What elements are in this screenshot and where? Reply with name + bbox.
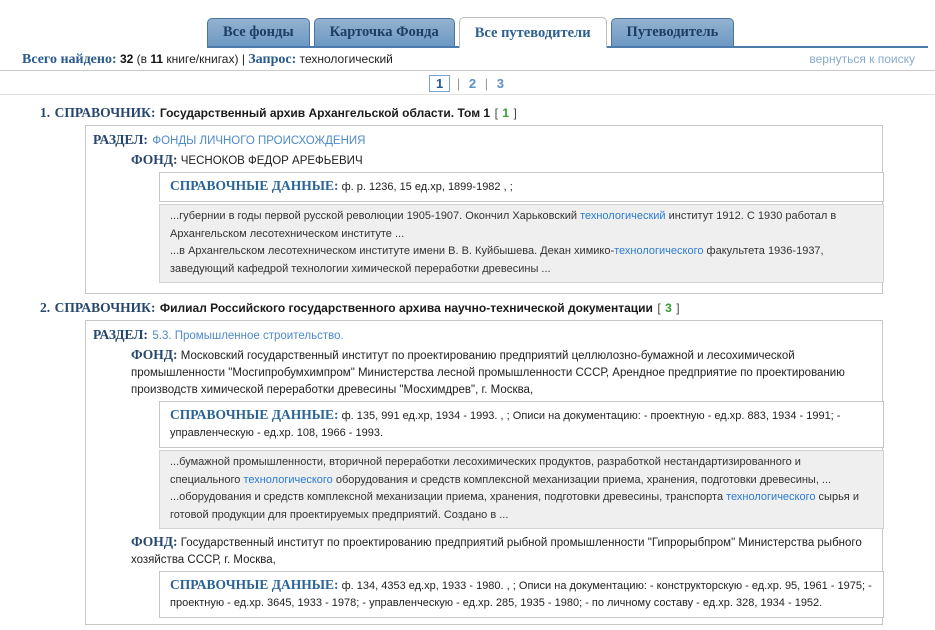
query-value: технологический (299, 52, 393, 66)
page-separator: | (456, 76, 461, 91)
search-result-2 (0, 299, 935, 625)
bracket-open: [ (494, 106, 498, 120)
reference-data-value: ф. 134, 4353 ед.хр, 1933 - 1980. , ; Описи на документацию: - конструкторскую - ед.хр. 95, 1961 - 1975; - проектную - ед.хр. 3645, 1933 - 1978; - управленческую - ед.хр. 285, 1935 - 1980; - по личному составу - ед.хр. 328, 1934 - 1952. (170, 580, 872, 609)
found-label: Всего найдено: (22, 52, 117, 67)
fond-entry (131, 533, 876, 618)
fond-label: ФОНД: (131, 534, 178, 549)
search-result-1 (0, 104, 935, 294)
snippet (170, 208, 873, 243)
highlighted-term: технологический (580, 210, 666, 222)
fond-name: Государственный институт по проектированию предприятий рыбной промышленности "Гипрорыбпром" Министерства рыбного хозяйства СССР, г. Москва, (131, 537, 862, 566)
results-list (0, 104, 935, 630)
reference-data-value: ф. 135, 991 ед.хр, 1934 - 1993. , ; Описи на документацию: - проектную - ед.хр. 883, 1934 - 1991; - управленческую - ед.хр. 108, 1966 - 1993. (170, 410, 841, 439)
books-suffix: книге/книгах) (166, 52, 239, 66)
snippet-text: ...губернии в годы первой русской революции 1905-1907. Окончил Харьковский (170, 210, 581, 222)
snippet (170, 489, 873, 524)
match-count: 1 (502, 106, 510, 120)
tab-bar (0, 17, 935, 48)
handbook-label: СПРАВОЧНИК: (54, 300, 156, 315)
books-count: 11 (150, 52, 164, 66)
fond-label: ФОНД: (131, 347, 178, 362)
page-separator: | (484, 76, 489, 91)
snippet-text: ...оборудования и средств комплексной механизации приема, хранения, подготовки древесины, транспорта (170, 491, 727, 503)
result-box (85, 125, 883, 294)
reference-data-box (159, 401, 884, 448)
tab-strip (207, 17, 928, 48)
snippet-text: факультета 1936-1937, заведующий кафедрой технологии химической переработки древесины ... (170, 245, 824, 275)
fond-name: Московский государственный институт по проектированию предприятий целлюлозно-бумажной и лесохимической промышленности "Мосгипробумхимпром" Министерства лесной промышленности СССР, Арендное предприятие по проектированию производств химической переработки древесины "Мосхимдрев", г. Москва, (131, 350, 845, 396)
reference-data-box (159, 172, 884, 202)
section-link[interactable]: 5.3. Промышленное строительство. (152, 330, 344, 342)
found-count: 32 (119, 52, 134, 66)
results-summary (22, 52, 393, 68)
result-number: 1. (40, 105, 51, 120)
back-to-search-link[interactable]: вернуться к поиску (809, 52, 915, 66)
section-link[interactable]: ФОНДЫ ЛИЧНОГО ПРОИСХОЖДЕНИЯ (152, 135, 366, 147)
snippet (170, 454, 873, 489)
section-line (93, 326, 876, 345)
reference-data-label: СПРАВОЧНЫЕ ДАННЫЕ: (170, 577, 339, 592)
snippet-box (159, 204, 884, 283)
snippet (170, 243, 873, 278)
reference-data-label: СПРАВОЧНЫЕ ДАННЫЕ: (170, 407, 339, 422)
highlighted-term: технологического (243, 473, 333, 486)
snippet-text: ...в Архангельском лесотехническом институте имени В. В. Куйбышева. Декан химико- (170, 245, 615, 257)
page-link-2[interactable]: 2 (468, 76, 477, 91)
section-label: РАЗДЕЛ: (93, 132, 148, 147)
bracket-close: ] (513, 106, 517, 120)
tab-vse-putevoditeli[interactable]: Все путеводители (459, 17, 607, 48)
handbook-title: Филиал Российского государственного архива научно-технической документации (159, 301, 653, 315)
section-line (93, 131, 876, 150)
fond-line (131, 151, 876, 170)
highlighted-term: технологического (726, 491, 816, 503)
tab-vse-fondy[interactable]: Все фонды (207, 18, 310, 46)
fond-line (131, 346, 876, 399)
fond-label: ФОНД: (131, 152, 178, 167)
fond-entry (131, 151, 876, 283)
handbook-label: СПРАВОЧНИК: (54, 105, 156, 120)
snippet-text: сырья и готовой продукции для проектируемых предприятий. Создано в ... (170, 491, 859, 521)
books-prefix: (в (136, 52, 148, 66)
result-number: 2. (40, 300, 51, 315)
summary-separator: | (241, 52, 245, 66)
reference-data-value: ф. р. 1236, 15 ед.хр, 1899-1982 , ; (341, 181, 513, 193)
bracket-open: [ (657, 301, 661, 315)
pagination-divider (0, 94, 935, 95)
results-summary-row (22, 52, 915, 68)
fond-name: ЧЕСНОКОВ ФЕДОР АРЕФЬЕВИЧ (180, 155, 363, 167)
page-link-3[interactable]: 3 (496, 76, 504, 91)
fond-line (131, 533, 876, 569)
result-heading (40, 299, 935, 317)
snippet-text: институт 1912. С 1930 работал в Архангельском лесотехническом институте ... (170, 210, 837, 240)
snippet-text: ...бумажной промышленности, вторичной переработки лесохимических продуктов, разработкой нестандартизированного и специального (170, 456, 801, 486)
result-heading (40, 104, 935, 122)
result-box (85, 320, 883, 625)
snippet-box (159, 450, 884, 529)
reference-data-box (159, 571, 884, 618)
page-current[interactable]: 1 (429, 75, 450, 92)
handbook-title: Государственный архив Архангельской области. Том 1 (159, 106, 491, 120)
bracket-close: ] (676, 301, 680, 315)
section-label: РАЗДЕЛ: (93, 327, 148, 342)
summary-divider (0, 70, 935, 71)
match-count: 3 (665, 301, 672, 315)
tab-kartochka-fonda[interactable]: Карточка Фонда (314, 18, 455, 46)
query-label: Запрос: (248, 52, 297, 67)
fond-entry (131, 346, 876, 529)
snippet-text: оборудования и средств комплексной механизации приема, хранения, подготовки древесины, ... (332, 473, 832, 486)
highlighted-term: технологического (614, 245, 704, 257)
pagination (0, 75, 935, 92)
tab-putevoditel[interactable]: Путеводитель (611, 18, 735, 46)
reference-data-label: СПРАВОЧНЫЕ ДАННЫЕ: (170, 178, 339, 193)
